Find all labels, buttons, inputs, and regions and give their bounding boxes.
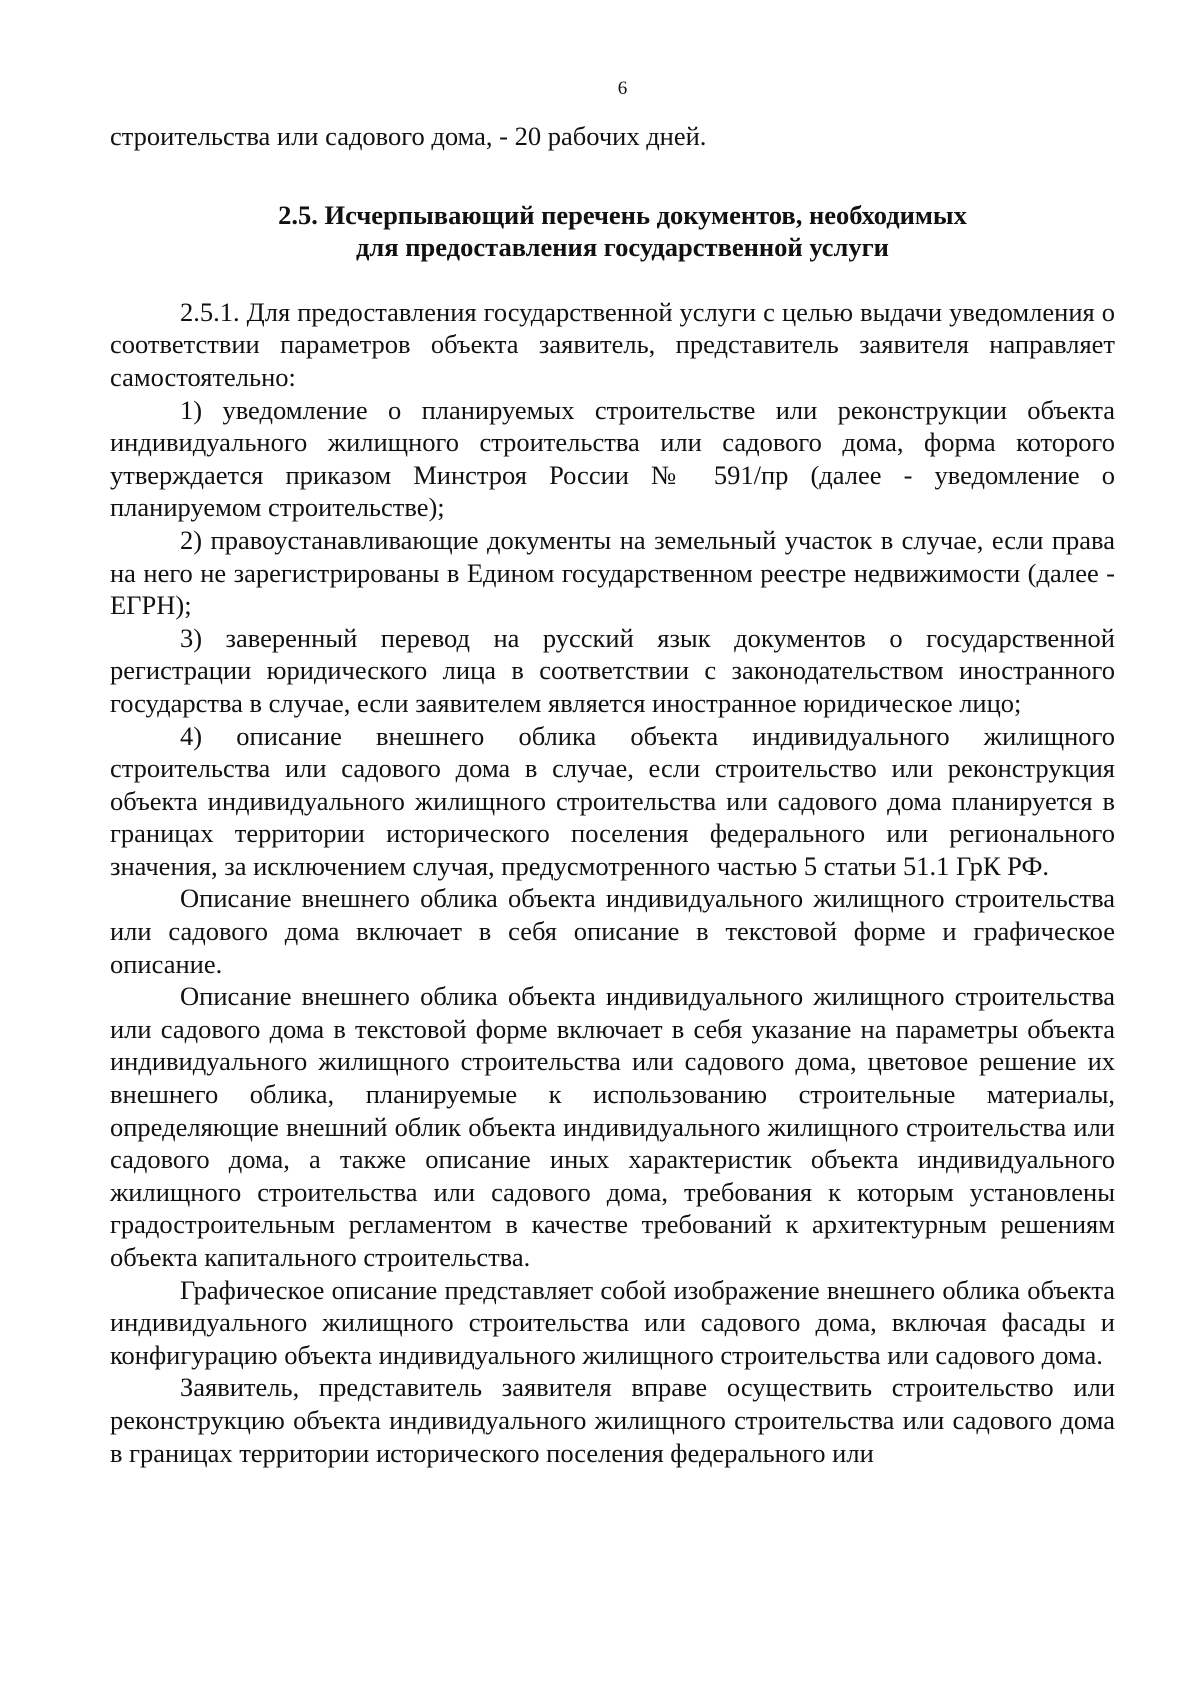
paragraph-2-5-1: 2.5.1. Для предоставления государственной услуги с целью выдачи уведомления о соответствии параметров объекта заявитель, представитель заявителя направляет самостоятельно:	[110, 296, 1115, 392]
section-heading-line-1: 2.5. Исчерпывающий перечень документов, необходимых	[278, 199, 967, 230]
page-number: 6	[617, 78, 628, 99]
document-page	[110, 78, 1115, 1469]
paragraph-text-description: Описание внешнего облика объекта индивидуального жилищного строительства или садового дома в текстовой форме включает в себя указание на параметры объекта индивидуального жилищного строительства или садового дома, цветовое решение их внешнего облика, планируемые к использованию строительные материалы, определяющие внешний облик объекта индивидуального жилищного строительства или садового дома, а также описание иных характеристик объекта индивидуального жилищного строительства или садового дома, требования к которым установлены градостроительным регламентом в качестве требований к архитектурным решениям объекта капитального строительства.	[110, 981, 1115, 1272]
list-item-2: 2) правоустанавливающие документы на земельный участок в случае, если права на него не зарегистрированы в Едином государственном реестре недвижимости (далее - ЕГРН);	[110, 524, 1115, 621]
list-item-3: 3) заверенный перевод на русский язык документов о государственной регистрации юридического лица в соответствии с законодательством иностранного государства в случае, если заявителем является иностранное юридическое лицо;	[110, 622, 1115, 718]
paragraph-graphic-description: Графическое описание представляет собой изображение внешнего облика объекта индивидуального жилищного строительства или садового дома, включая фасады и конфигурацию объекта индивидуального жилищного строительства или садового дома.	[110, 1274, 1115, 1370]
list-item-1: 1) уведомление о планируемых строительстве или реконструкции объекта индивидуального жилищного строительства или садового дома, форма которого утверждается приказом Минстроя России № 591/пр (далее - уведомление о планируемом строительстве);	[110, 394, 1115, 523]
continuation-line: строительства или садового дома, - 20 рабочих дней.	[110, 121, 707, 151]
section-heading	[130, 199, 1115, 264]
paragraph-applicant-rights: Заявитель, представитель заявителя вправе осуществить строительство или реконструкцию объекта индивидуального жилищного строительства или садового дома в границах территории исторического поселения федерального или	[110, 1372, 1115, 1468]
section-heading-line-2: для предоставления государственной услуги	[356, 232, 889, 263]
paragraph-appearance-description: Описание внешнего облика объекта индивидуального жилищного строительства или садового дома включает в себя описание в текстовой форме и графическое описание.	[110, 883, 1115, 979]
list-item-4: 4) описание внешнего облика объекта индивидуального жилищного строительства или садового дома в случае, если строительство или реконструкция объекта индивидуального жилищного строительства или садового дома планируется в границах территории исторического поселения федерального или регионального значения, за исключением случая, предусмотренного частью 5 статьи 51.1 ГрК РФ.	[110, 720, 1115, 881]
